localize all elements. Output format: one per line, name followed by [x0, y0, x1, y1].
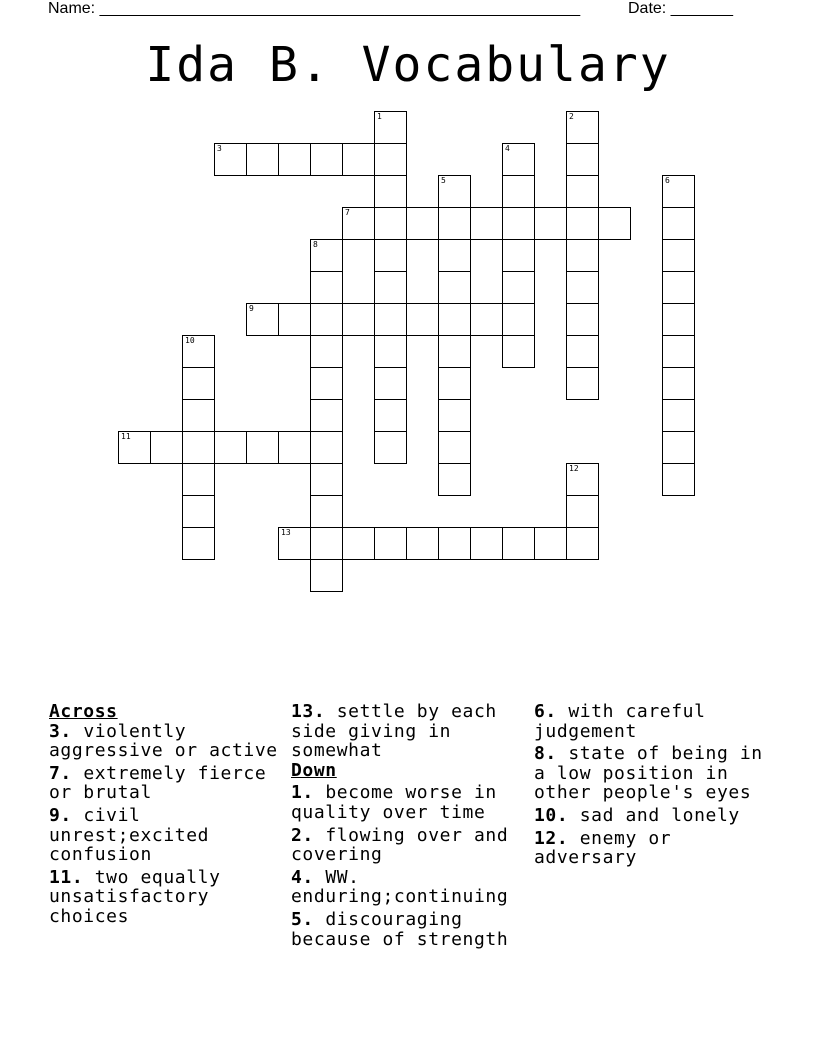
- clue-number: 3: [217, 144, 222, 153]
- clue-down-6: 6. with careful judgement: [534, 701, 706, 742]
- grid-cell[interactable]: [662, 431, 695, 464]
- grid-cell[interactable]: [182, 399, 215, 432]
- grid-cell[interactable]: [438, 367, 471, 400]
- grid-cell[interactable]: [438, 431, 471, 464]
- grid-cell[interactable]: [598, 207, 631, 240]
- grid-cell[interactable]: [406, 303, 439, 336]
- grid-cell[interactable]: [662, 335, 695, 368]
- grid-cell[interactable]: [502, 207, 535, 240]
- grid-cell[interactable]: [342, 143, 375, 176]
- grid-cell[interactable]: [310, 303, 343, 336]
- grid-cell[interactable]: [470, 207, 503, 240]
- grid-cell[interactable]: [310, 271, 343, 304]
- grid-cell[interactable]: [374, 367, 407, 400]
- clue-down-8: 8. state of being in a low position in other people's eyes: [534, 743, 763, 804]
- grid-cell[interactable]: [566, 335, 599, 368]
- down-heading: Down: [291, 759, 337, 781]
- grid-cell[interactable]: [566, 111, 599, 144]
- clue-number: 1: [377, 112, 382, 121]
- grid-cell[interactable]: [246, 143, 279, 176]
- grid-cell[interactable]: [662, 207, 695, 240]
- grid-cell[interactable]: [182, 495, 215, 528]
- grid-cell[interactable]: [278, 527, 311, 560]
- grid-cell[interactable]: [662, 463, 695, 496]
- grid-cell[interactable]: [342, 527, 375, 560]
- grid-cell[interactable]: [566, 303, 599, 336]
- grid-cell[interactable]: [662, 399, 695, 432]
- clue-down-1: 1. become worse in quality over time: [291, 782, 497, 823]
- clue-number: 11: [121, 432, 131, 441]
- grid-cell[interactable]: [534, 207, 567, 240]
- grid-cell[interactable]: [310, 527, 343, 560]
- grid-cell[interactable]: [566, 143, 599, 176]
- clue-across-9: 9. civil unrest;excited confusion: [49, 804, 210, 866]
- clue-number: 9: [249, 304, 254, 313]
- grid-cell[interactable]: [374, 175, 407, 208]
- grid-cell[interactable]: [534, 527, 567, 560]
- grid-cell[interactable]: [310, 495, 343, 528]
- grid-cell[interactable]: [438, 527, 471, 560]
- grid-cell[interactable]: [502, 271, 535, 304]
- grid-cell[interactable]: [406, 207, 439, 240]
- grid-cell[interactable]: [310, 239, 343, 272]
- clue-across-11: 11. two equally unsatisfactory choices: [49, 866, 221, 927]
- grid-cell[interactable]: [566, 239, 599, 272]
- grid-cell[interactable]: [438, 207, 471, 240]
- clue-down-10: 10. sad and lonely: [534, 804, 740, 826]
- clue-across-13: 13. settle by each side giving in somewhat: [291, 701, 497, 762]
- grid-cell[interactable]: [310, 559, 343, 592]
- page-title: Ida B. Vocabulary: [145, 37, 671, 93]
- grid-cell[interactable]: [502, 239, 535, 272]
- clue-number: 13: [281, 528, 291, 537]
- grid-cell[interactable]: [374, 111, 407, 144]
- across-heading: Across: [49, 701, 118, 722]
- clue-number: 4: [505, 144, 510, 153]
- grid-cell[interactable]: [374, 303, 407, 336]
- grid-cell[interactable]: [566, 207, 599, 240]
- grid-cell[interactable]: [342, 207, 375, 240]
- grid-cell[interactable]: [374, 239, 407, 272]
- grid-cell[interactable]: [278, 143, 311, 176]
- clue-column-1: [49, 702, 285, 930]
- grid-cell[interactable]: [374, 271, 407, 304]
- grid-cell[interactable]: [214, 143, 247, 176]
- grid-cell[interactable]: [310, 143, 343, 176]
- date-field-label: Date: _______: [628, 0, 733, 17]
- clue-down-5: 5. discouraging because of strength: [291, 908, 509, 950]
- grid-cell[interactable]: [438, 271, 471, 304]
- grid-cell[interactable]: [246, 303, 279, 336]
- grid-cell[interactable]: [374, 335, 407, 368]
- grid-cell[interactable]: [438, 335, 471, 368]
- grid-cell[interactable]: [502, 175, 535, 208]
- clue-down-4: 4. WW. enduring;continuing: [291, 866, 509, 908]
- grid-cell[interactable]: [246, 431, 279, 464]
- grid-cell[interactable]: [182, 431, 215, 464]
- clue-down-2: 2. flowing over and covering: [291, 824, 509, 866]
- grid-cell[interactable]: [438, 303, 471, 336]
- grid-cell[interactable]: [310, 463, 343, 496]
- grid-cell[interactable]: [374, 207, 407, 240]
- grid-cell[interactable]: [438, 239, 471, 272]
- grid-cell[interactable]: [566, 175, 599, 208]
- grid-cell[interactable]: [502, 143, 535, 176]
- grid-cell[interactable]: [182, 463, 215, 496]
- grid-cell[interactable]: [438, 175, 471, 208]
- grid-cell[interactable]: [182, 335, 215, 368]
- grid-cell[interactable]: [374, 143, 407, 176]
- grid-cell[interactable]: [118, 431, 151, 464]
- grid-cell[interactable]: [566, 463, 599, 496]
- clue-number: 6: [665, 176, 670, 185]
- grid-cell[interactable]: [342, 303, 375, 336]
- grid-cell[interactable]: [374, 431, 407, 464]
- grid-cell[interactable]: [662, 367, 695, 400]
- grid-cell[interactable]: [374, 399, 407, 432]
- grid-cell[interactable]: [502, 335, 535, 368]
- clue-number: 12: [569, 464, 579, 473]
- grid-cell[interactable]: [566, 495, 599, 528]
- grid-cell[interactable]: [662, 239, 695, 272]
- grid-cell[interactable]: [662, 271, 695, 304]
- grid-cell[interactable]: [662, 175, 695, 208]
- grid-cell[interactable]: [566, 271, 599, 304]
- grid-cell[interactable]: [278, 431, 311, 464]
- grid-cell[interactable]: [502, 303, 535, 336]
- clue-number: 2: [569, 112, 574, 121]
- grid-cell[interactable]: [214, 431, 247, 464]
- grid-cell[interactable]: [374, 527, 407, 560]
- grid-cell[interactable]: [310, 367, 343, 400]
- clue-number: 8: [313, 240, 318, 249]
- clue-column-2: [291, 702, 527, 952]
- clue-down-12: 12. enemy or adversary: [534, 827, 672, 869]
- grid-cell[interactable]: [310, 399, 343, 432]
- grid-cell[interactable]: [150, 431, 183, 464]
- grid-cell[interactable]: [438, 399, 471, 432]
- clue-number: 10: [185, 336, 195, 345]
- grid-cell[interactable]: [502, 527, 535, 560]
- grid-cell[interactable]: [470, 303, 503, 336]
- grid-cell[interactable]: [662, 303, 695, 336]
- grid-cell[interactable]: [310, 431, 343, 464]
- name-field-label: Name: ______________________________________________________: [48, 0, 581, 17]
- grid-cell[interactable]: [278, 303, 311, 336]
- clue-column-3: [534, 702, 770, 871]
- grid-cell[interactable]: [182, 527, 215, 560]
- grid-cell[interactable]: [310, 335, 343, 368]
- clue-across-3: 3. violently aggressive or active: [49, 720, 278, 762]
- grid-cell[interactable]: [566, 367, 599, 400]
- grid-cell[interactable]: [566, 527, 599, 560]
- clue-across-7: 7. extremely fierce or brutal: [49, 762, 267, 804]
- grid-cell[interactable]: [406, 527, 439, 560]
- grid-cell[interactable]: [438, 463, 471, 496]
- grid-cell[interactable]: [182, 367, 215, 400]
- grid-cell[interactable]: [470, 527, 503, 560]
- clue-number: 7: [345, 208, 350, 217]
- clue-number: 5: [441, 176, 446, 185]
